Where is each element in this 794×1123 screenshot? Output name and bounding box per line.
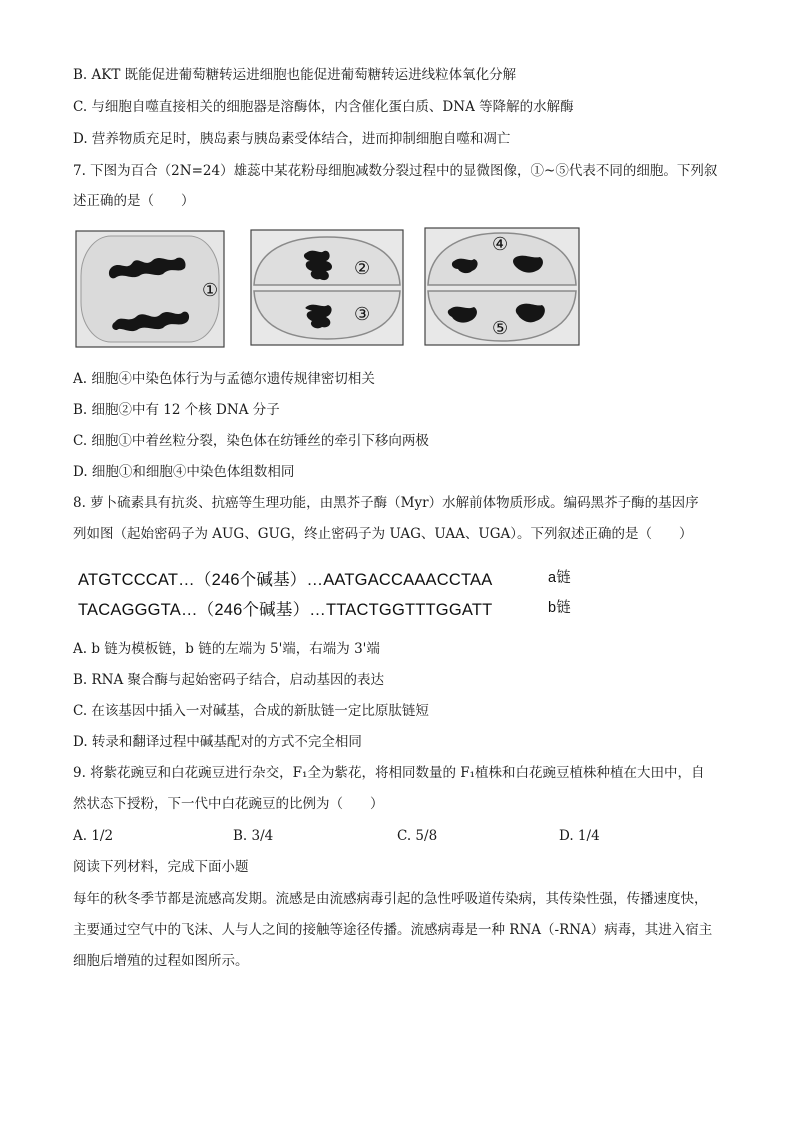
material-paragraph-line2: 主要通过空气中的飞沫、人与人之间的接触等途径传播。流感病毒是一种 RNA（-RNA）病毒，其进入宿主 <box>73 922 713 938</box>
question-9-option-C: C. 5/8 <box>397 828 438 844</box>
micrograph-cells-4-5 <box>424 227 580 346</box>
dna-sequence-a: ATGTCCCAT…（246个碱基）…AATGACCAAACCTAA <box>78 571 493 589</box>
question-7-option-B: B. 细胞②中有 12 个核 DNA 分子 <box>73 402 280 418</box>
material-paragraph-line1: 每年的秋冬季节都是流感高发期。流感是由流感病毒引起的急性呼吸道传染病，其传染性强，传播速度快， <box>73 891 708 907</box>
question-8-option-D: D. 转录和翻译过程中碱基配对的方式不完全相同 <box>73 734 362 750</box>
dna-strand-a <box>78 566 571 590</box>
question-7-option-C: C. 细胞①中着丝粒分裂，染色体在纺锤丝的牵引下移向两极 <box>73 433 429 449</box>
micrograph-cells-2-3 <box>250 229 404 346</box>
question-9-stem-line1: 9. 将紫花豌豆和白花豌豆进行杂交，F₁全为紫花，将相同数量的 F₁植株和白花豌豆植株种植在大田中，自 <box>73 765 705 781</box>
option-prev-D: D. 营养物质充足时，胰岛素与胰岛素受体结合，进而抑制细胞自噬和凋亡 <box>73 131 511 147</box>
question-7-option-D: D. 细胞①和细胞④中染色体组数相同 <box>73 464 295 480</box>
dna-strand-b <box>78 596 571 620</box>
reading-instruction: 阅读下列材料，完成下面小题 <box>73 859 249 875</box>
question-8-option-B: B. RNA 聚合酶与起始密码子结合，启动基因的表达 <box>73 672 385 688</box>
material-paragraph-line3: 细胞后增殖的过程如图所示。 <box>73 953 249 969</box>
cell-label-2: ② <box>354 258 371 279</box>
dna-sequence-b: TACAGGGTA…（246个碱基）…TTACTGGTTTGGATT <box>78 601 493 619</box>
question-9-option-D: D. 1/4 <box>559 828 600 844</box>
question-7-stem-line2: 述正确的是（ ） <box>73 193 195 209</box>
cell-label-5: ⑤ <box>492 318 509 339</box>
question-8-option-C: C. 在该基因中插入一对碱基，合成的新肽链一定比原肽链短 <box>73 703 429 719</box>
question-8-stem-line1: 8. 萝卜硫素具有抗炎、抗癌等生理功能，由黑芥子酶（Myr）水解前体物质形成。编码黑芥子酶的基因序 <box>73 495 699 511</box>
question-9-option-B: B. 3/4 <box>233 828 274 844</box>
cell-label-3: ③ <box>354 304 371 325</box>
question-8-option-A: A. b 链为模板链，b 链的左端为 5'端，右端为 3'端 <box>73 641 380 657</box>
option-7-prev-B: B. AKT 既能促进葡萄糖转运进细胞也能促进葡萄糖转运进线粒体氧化分解 <box>73 67 517 83</box>
cell-label-4: ④ <box>492 234 509 255</box>
question-8-stem-line2: 列如图（起始密码子为 AUG、GUG，终止密码子为 UAG、UAA、UGA）。下列叙述正确的是（ ） <box>73 526 693 542</box>
question-9-stem-line2: 然状态下授粉，下一代中白花豌豆的比例为（ ） <box>73 796 384 812</box>
question-7-stem-line1: 7. 下图为百合（2N=24）雄蕊中某花粉母细胞减数分裂过程中的显微图像，①~⑤代表不同的细胞。下列叙 <box>73 163 718 179</box>
cell-label-1: ① <box>202 280 219 301</box>
question-9-option-A: A. 1/2 <box>73 828 114 844</box>
question-7-option-A: A. 细胞④中染色体行为与孟德尔遗传规律密切相关 <box>73 371 375 387</box>
option-prev-C: C. 与细胞自噬直接相关的细胞器是溶酶体，内含催化蛋白质、DNA 等降解的水解酶 <box>73 99 574 115</box>
micrograph-cell-1 <box>75 230 225 348</box>
strand-label-b: b链 <box>548 600 571 616</box>
strand-label-a: a链 <box>548 570 571 586</box>
